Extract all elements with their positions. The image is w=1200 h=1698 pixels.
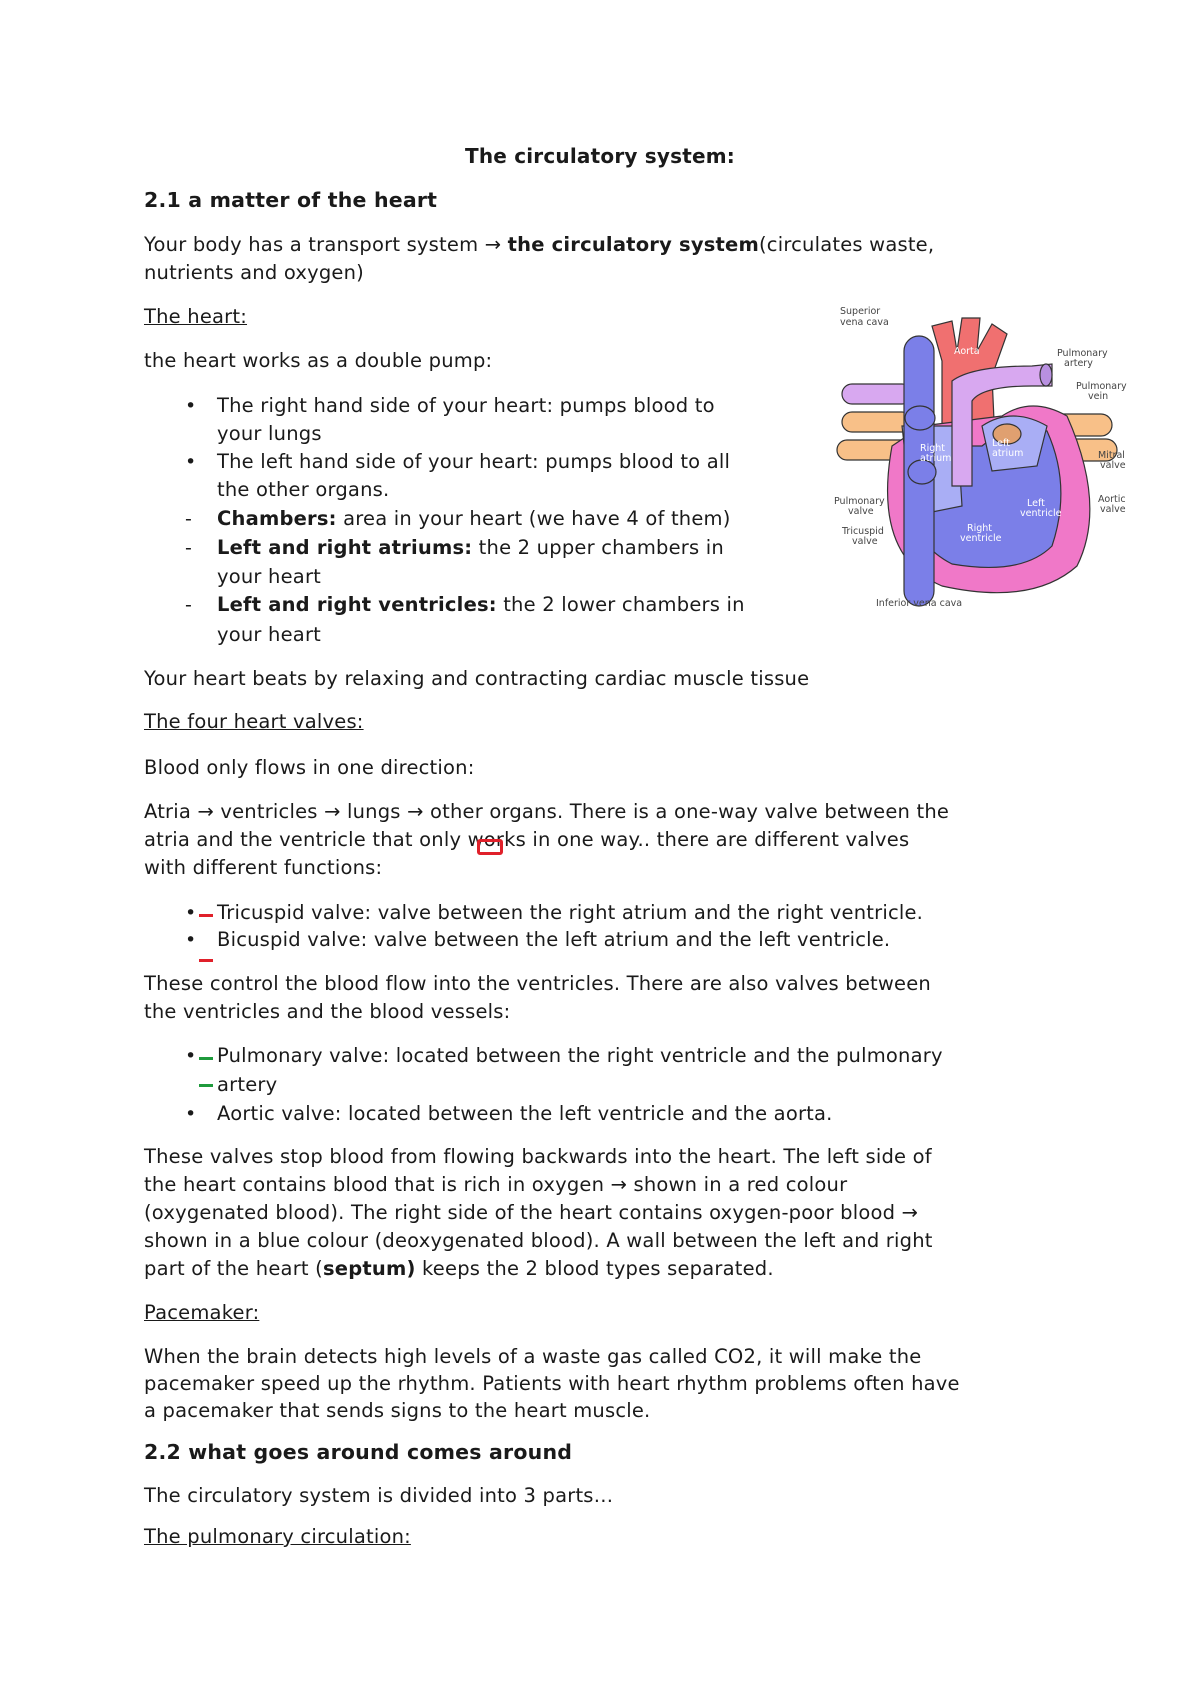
list-item: the other organs. [217,478,390,501]
red-annotation-dash [199,959,213,962]
paragraph-line: shown in a blue colour (deoxygenated blood). A wall between the left and right [144,1229,933,1252]
list-item: Tricuspid valve: valve between the right atrium and the right ventricle. [217,901,924,924]
paragraph-line: (oxygenated blood). The right side of the heart contains oxygen-poor blood → [144,1201,919,1224]
label-right-ventricle: ventricle [960,533,1002,544]
paragraph: Blood only flows in one direction: [144,756,475,779]
subheading: The four heart valves: [144,710,364,733]
paragraph-line: the ventricles and the blood vessels: [144,1000,511,1023]
label-left-atrium: Left [992,438,1010,449]
paragraph-line: with different functions: [144,856,383,879]
label-pulmonary-vein: vein [1088,391,1109,402]
paragraph-line: atria and the ventricle that only works in one way.. there are different valves [144,828,910,851]
red-annotation-dash [199,914,213,917]
bullet: • [185,395,197,417]
green-annotation-dash [199,1057,213,1060]
list-item: your heart [217,623,322,646]
label-mitral-valve: Mitral [1098,450,1125,461]
label-right-atrium: atrium [920,453,952,464]
section-heading: 2.2 what goes around comes around [144,1440,573,1464]
label-pulmonary-valve: valve [848,506,874,517]
dash-marker: - [185,594,192,616]
subheading: Pacemaker: [144,1301,260,1324]
label-tricuspid-valve: Tricuspid [842,526,884,537]
list-item: your lungs [217,422,322,445]
paragraph-line: part of the heart (septum) keeps the 2 blood types separated. [144,1257,774,1280]
dash-marker: - [185,508,192,530]
list-item: Pulmonary valve: located between the right ventricle and the pulmonary [217,1044,943,1067]
list-item: Left and right ventricles: the 2 lower chambers in [217,593,745,616]
label-aorta: Aorta [954,346,980,357]
list-item: your heart [217,565,322,588]
list-item: Chambers: area in your heart (we have 4 of them) [217,507,731,530]
bullet: • [185,1045,197,1067]
label-pulmonary-valve: Pulmonary [834,496,885,507]
heart-diagram [832,300,1132,610]
label-left-ventricle: ventricle [1020,508,1062,519]
subheading: The heart: [144,305,248,328]
section-heading: 2.1 a matter of the heart [144,188,438,212]
paragraph-line: These control the blood flow into the ventricles. There are also valves between [144,972,931,995]
list-item: Aortic valve: located between the left ventricle and the aorta. [217,1102,833,1125]
paragraph: Your body has a transport system → the circulatory system(circulates waste, [144,233,935,256]
subheading: The pulmonary circulation: [144,1525,411,1548]
label-pulmonary-vein: Pulmonary [1076,381,1127,392]
list-item: artery [217,1073,278,1096]
label-mitral-valve: valve [1100,460,1126,471]
paragraph-line: pacemaker speed up the rhythm. Patients with heart rhythm problems often have [144,1372,960,1395]
page-title: The circulatory system: [464,144,735,168]
label-pulmonary-artery: Pulmonary [1057,348,1108,359]
paragraph: the heart works as a double pump: [144,349,493,372]
bullet: • [185,902,197,924]
label-left-atrium: atrium [992,448,1024,459]
paragraph-line: the heart contains blood that is rich in oxygen → shown in a red colour [144,1173,848,1196]
label-right-ventricle: Right [967,523,993,534]
paragraph: The circulatory system is divided into 3 parts… [144,1484,614,1507]
paragraph-line: a pacemaker that sends signs to the heart muscle. [144,1399,651,1422]
list-item: The right hand side of your heart: pumps blood to [217,394,715,417]
bullet: • [185,1103,197,1125]
paragraph-line: These valves stop blood from flowing backwards into the heart. The left side of [144,1145,932,1168]
paragraph-line: Atria → ventricles → lungs → other organs. There is a one-way valve between the [144,800,950,823]
label-aortic-valve: valve [1100,504,1126,515]
list-item: Left and right atriums: the 2 upper chambers in [217,536,724,559]
paragraph: Your heart beats by relaxing and contracting cardiac muscle tissue [144,667,810,690]
label-superior-vena-cava: vena cava [840,317,889,328]
label-right-atrium: Right [920,443,946,454]
label-inferior-vena-cava: Inferior vena cava [876,598,963,609]
red-annotation-mark [477,839,503,855]
paragraph-line: When the brain detects high levels of a waste gas called CO2, it will make the [144,1345,922,1368]
label-tricuspid-valve: valve [852,536,878,547]
paragraph: nutrients and oxygen) [144,261,364,284]
bullet: • [185,451,197,473]
list-item: Bicuspid valve: valve between the left atrium and the left ventricle. [217,928,891,951]
label-aortic-valve: Aortic [1098,494,1126,505]
label-superior-vena-cava: Superior [840,306,881,317]
bullet: • [185,929,197,951]
label-left-ventricle: Left [1027,498,1045,509]
list-item: The left hand side of your heart: pumps blood to all [217,450,731,473]
dash-marker: - [185,537,192,559]
green-annotation-dash [199,1084,213,1087]
label-pulmonary-artery: artery [1064,358,1093,369]
